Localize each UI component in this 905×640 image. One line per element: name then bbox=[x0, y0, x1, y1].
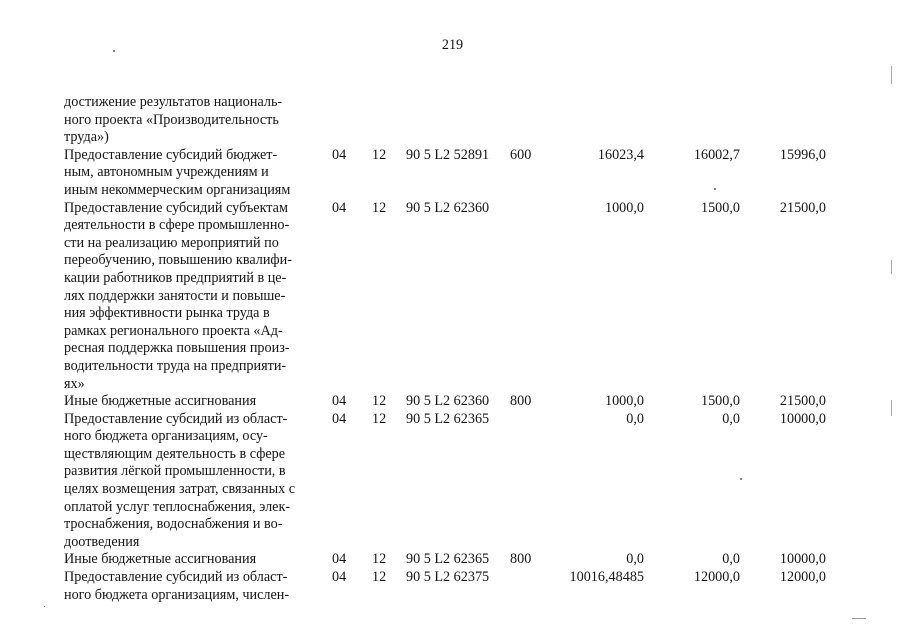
subsection-code: 12 bbox=[372, 410, 387, 427]
amount-year-1: 10016,48485 bbox=[569, 569, 644, 586]
table-row bbox=[64, 551, 844, 569]
scan-speck bbox=[891, 66, 892, 84]
section-code: 04 bbox=[332, 410, 347, 427]
target-article-code: 90 5 L2 62360 bbox=[406, 199, 490, 216]
amount-year-3: 12000,0 bbox=[779, 569, 826, 586]
table-row bbox=[64, 393, 844, 411]
table-row bbox=[64, 411, 844, 552]
row-description: Иные бюджетные ассигнования bbox=[64, 551, 257, 568]
expense-type-code: 800 bbox=[510, 551, 532, 568]
row-description: достижение результатов националь- ного проекта «Производительность труда») bbox=[64, 94, 283, 146]
amount-year-2: 1500,0 bbox=[700, 393, 740, 410]
amount-year-2: 1500,0 bbox=[700, 199, 740, 216]
amount-year-2: 12000,0 bbox=[693, 569, 740, 586]
amount-year-2: 16002,7 bbox=[693, 146, 740, 163]
amount-year-2: 0,0 bbox=[722, 410, 740, 427]
amount-year-3: 10000,0 bbox=[779, 551, 826, 568]
scan-speck bbox=[891, 260, 892, 274]
subsection-code: 12 bbox=[372, 569, 387, 586]
section-code: 04 bbox=[332, 393, 347, 410]
row-description: Предоставление субсидий бюджет- ным, автономным учреждениям и иным некоммерческим организациям bbox=[64, 146, 291, 198]
table-row bbox=[64, 569, 844, 604]
scan-speck bbox=[113, 50, 115, 52]
subsection-code: 12 bbox=[372, 551, 387, 568]
amount-year-1: 0,0 bbox=[626, 551, 644, 568]
scan-speck bbox=[714, 188, 716, 190]
amount-year-1: 1000,0 bbox=[604, 393, 644, 410]
section-code: 04 bbox=[332, 199, 347, 216]
scan-speck bbox=[852, 618, 866, 619]
scan-speck bbox=[740, 478, 742, 480]
target-article-code: 90 5 L2 62365 bbox=[406, 410, 490, 427]
scan-speck bbox=[891, 400, 892, 416]
target-article-code: 90 5 L2 52891 bbox=[406, 146, 490, 163]
table-row bbox=[64, 94, 844, 147]
expense-type-code: 600 bbox=[510, 146, 532, 163]
target-article-code: 90 5 L2 62360 bbox=[406, 393, 490, 410]
row-description: Иные бюджетные ассигнования bbox=[64, 393, 257, 410]
amount-year-1: 0,0 bbox=[626, 410, 644, 427]
table-row bbox=[64, 147, 844, 200]
subsection-code: 12 bbox=[372, 146, 387, 163]
row-description: Предоставление субсидий из област- ного бюджета организациям, осу- ществляющим деятельность в сфере развития лёгкой промышленности, в целях возмещения затрат, связанных с оплатой услуг теплоснабжения, элек- троснабжения, водоснабжения и во- доотведения bbox=[64, 410, 296, 550]
subsection-code: 12 bbox=[372, 393, 387, 410]
section-code: 04 bbox=[332, 146, 347, 163]
section-code: 04 bbox=[332, 569, 347, 586]
amount-year-3: 21500,0 bbox=[779, 393, 826, 410]
target-article-code: 90 5 L2 62365 bbox=[406, 551, 490, 568]
amount-year-1: 1000,0 bbox=[604, 199, 644, 216]
table-row bbox=[64, 200, 844, 394]
row-description: Предоставление субсидий из област- ного бюджета организациям, числен- bbox=[64, 569, 290, 603]
amount-year-3: 10000,0 bbox=[779, 410, 826, 427]
page-number: 219 bbox=[441, 37, 464, 53]
target-article-code: 90 5 L2 62375 bbox=[406, 569, 490, 586]
budget-table bbox=[64, 94, 844, 604]
amount-year-3: 15996,0 bbox=[779, 146, 826, 163]
scan-speck bbox=[44, 606, 45, 607]
amount-year-1: 16023,4 bbox=[597, 146, 644, 163]
subsection-code: 12 bbox=[372, 199, 387, 216]
row-description: Предоставление субсидий субъектам деятельности в сфере промышленно- сти на реализацию мероприятий по переобучению, повышению квалифи- кации работников предприятий в це- лях поддержки занятости и повыше- ния эффективности рынка труда в рамках регионального проекта «Ад- ресная поддержка повышения произ- водительности труда на предприяти- ях» bbox=[64, 199, 292, 392]
section-code: 04 bbox=[332, 551, 347, 568]
expense-type-code: 800 bbox=[510, 393, 532, 410]
amount-year-2: 0,0 bbox=[722, 551, 740, 568]
amount-year-3: 21500,0 bbox=[779, 199, 826, 216]
